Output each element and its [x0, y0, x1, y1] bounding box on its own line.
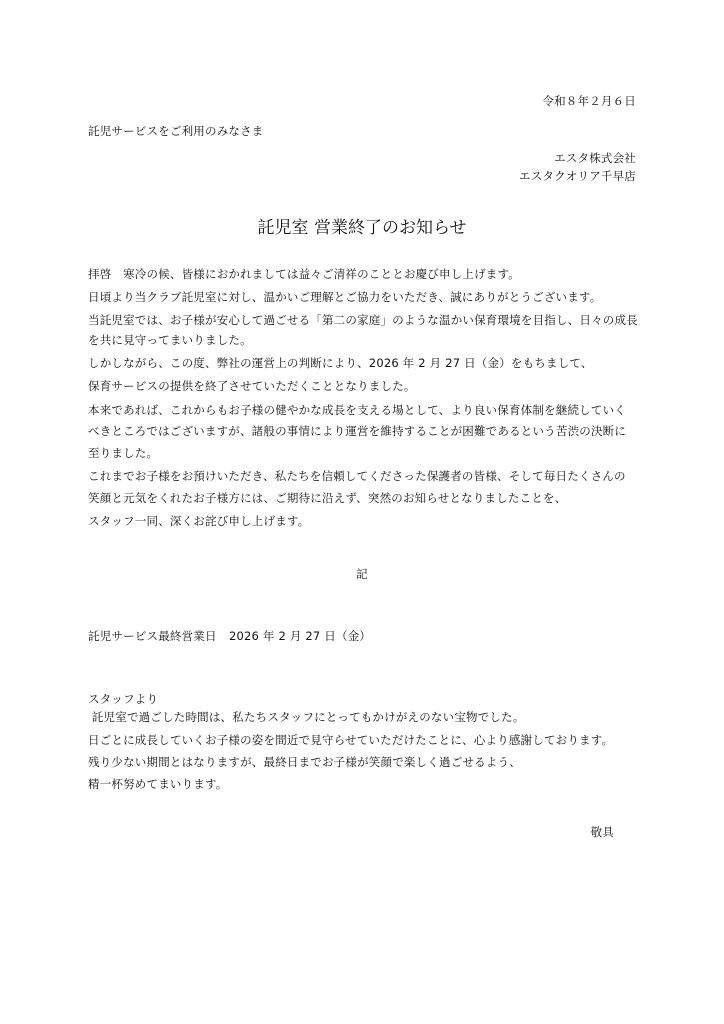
staff-heading: スタッフより [88, 692, 159, 706]
body-line-4: を共に見守ってまいりました。 [88, 333, 252, 347]
body-line-1: 拝啓 寒冷の候、皆様におかれましては益々ご清祥のこととお慶び申し上げます。 [88, 267, 520, 281]
document-date: 令和８年２月６日 [542, 94, 636, 108]
body-line-7: 本来であれば、これからもお子様の健やかな成長を支える場として、より良い保育体制を継続していく [88, 403, 626, 417]
body-line-3: 当託児室では、お子様が安心して過ごせる「第二の家庭」のような温かい保育環境を目指し、日々の成長 [88, 313, 638, 327]
staff-line-2: 日ごとに成長していくお子様の姿を間近で見守らせていただけたことに、心より感謝しております。 [88, 733, 614, 747]
body-line-12: スタッフ一同、深くお詫び申し上げます。 [88, 514, 310, 528]
final-day-label: 託児サービス最終営業日 [88, 629, 217, 643]
body-line-6: 保育サービスの提供を終了させていただくこととなりました。 [88, 379, 416, 393]
body-line-2: 日頃より当クラブ託児室に対し、温かいご理解とご協力をいただき、誠にありがとうございます。 [88, 290, 602, 304]
ki-heading: 記 [356, 567, 368, 581]
document-title: 託児室 営業終了のお知らせ [257, 218, 467, 238]
body-line-10: これまでお子様をお預けいただき、私たちを信頼してくださった保護者の皆様、そして毎日たくさんの [88, 469, 626, 483]
recipient: 託児サービスをご利用のみなさま [88, 124, 264, 138]
body-line-9: 至りました。 [88, 446, 159, 460]
company-name: エスタ株式会社 [554, 151, 636, 165]
staff-line-3: 残り少ない期間とはなりますが、最終日までお子様が笑顔で楽しく過ごせるよう、 [88, 755, 521, 769]
final-day-value: 2026 年 2 月 27 日（金） [229, 629, 372, 643]
staff-line-4: 精一杯努めてまいります。 [88, 777, 228, 791]
staff-line-1: 託児室で過ごした時間は、私たちスタッフにとってもかけがえのない宝物でした。 [88, 710, 525, 724]
body-line-8: べきところではございますが、諸般の事情により運営を維持することが困難であるという苦渋の決断に [88, 424, 627, 438]
body-line-11: 笑顔と元気をくれたお子様方には、ご期待に沿えず、突然のお知らせとなりましたことを、 [88, 491, 567, 505]
body-line-5: しかしながら、この度、弊社の運営上の判断により、2026 年 2 月 27 日（金）をもちまして、 [88, 356, 593, 370]
branch-name: エスタクオリア千早店 [519, 169, 636, 183]
closing-keigu: 敬具 [590, 825, 614, 839]
